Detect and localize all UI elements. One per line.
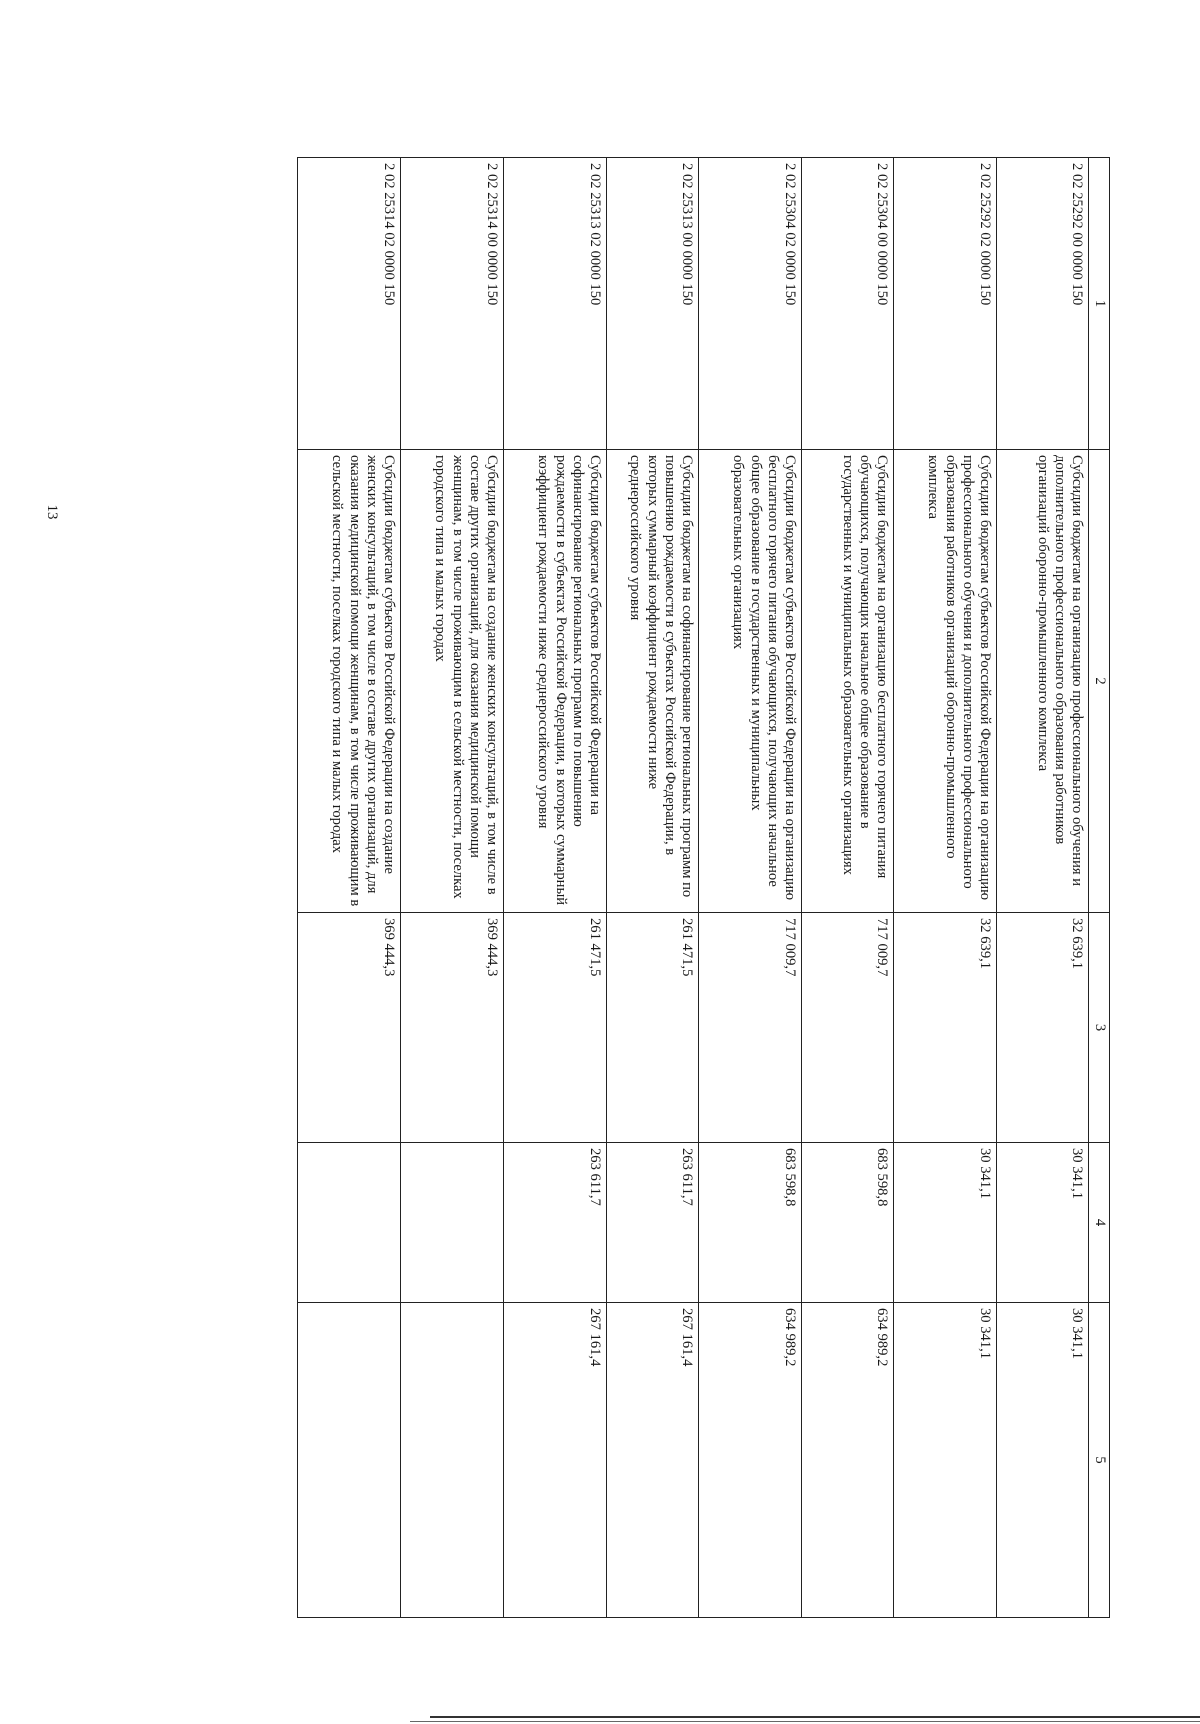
page-number: 13 — [44, 504, 61, 520]
budget-code: 2 02 25292 00 0000 150 — [997, 158, 1089, 450]
amount-col5: 634 989,2 — [699, 1303, 802, 1618]
amount-col5 — [298, 1303, 401, 1618]
budget-description: Субсидии бюджетам субъектов Российской Федерации на организацию бесплатного горячего питания обучающихся, получающих начальное общее образование в государственных и муниципальных образовательных организациях — [699, 450, 802, 913]
amount-col3: 32 639,1 — [997, 913, 1089, 1143]
budget-code: 2 02 25313 00 0000 150 — [607, 158, 699, 450]
amount-col3: 261 471,5 — [607, 913, 699, 1143]
amount-col3: 717 009,7 — [802, 913, 894, 1143]
budget-description: Субсидии бюджетам на создание женских консультаций, в том числе в составе других организаций, для оказания медицинской помощи женщинам, в том числе проживающим в сельской местности, поселках городского типа и малых городах — [401, 450, 504, 913]
scan-edge-line — [430, 1716, 1200, 1718]
table-row — [699, 158, 802, 1618]
budget-description: Субсидии бюджетам на софинансирование региональных программ по повышению рождаемости в субъектах Российской Федерации, в которых суммарный коэффициент рождаемости ниже среднероссийского уровня — [607, 450, 699, 913]
table-row — [894, 158, 997, 1618]
scan-edge-line — [410, 1721, 1200, 1722]
amount-col4 — [401, 1143, 504, 1303]
amount-col5: 634 989,2 — [802, 1303, 894, 1618]
amount-col3: 369 444,3 — [401, 913, 504, 1143]
budget-description: Субсидии бюджетам субъектов Российской Федерации на софинансирование региональных программ по повышению рождаемости в субъектах Российской Федерации, в которых суммарный коэффициент рождаемости ниже среднероссийского уровня — [504, 450, 607, 913]
amount-col4: 683 598,8 — [699, 1143, 802, 1303]
amount-col5: 267 161,4 — [504, 1303, 607, 1618]
table-row — [401, 158, 504, 1618]
budget-code: 2 02 25292 02 0000 150 — [894, 158, 997, 450]
budget-table — [297, 157, 1110, 1618]
table-row — [298, 158, 401, 1618]
column-header-2: 2 — [1089, 450, 1110, 913]
budget-code: 2 02 25314 02 0000 150 — [298, 158, 401, 450]
column-header-4: 4 — [1089, 1143, 1110, 1303]
amount-col3: 369 444,3 — [298, 913, 401, 1143]
amount-col4 — [298, 1143, 401, 1303]
amount-col4: 30 341,1 — [997, 1143, 1089, 1303]
budget-code: 2 02 25304 00 0000 150 — [802, 158, 894, 450]
column-header-1: 1 — [1089, 158, 1110, 450]
table-row — [504, 158, 607, 1618]
column-header-3: 3 — [1089, 913, 1110, 1143]
budget-code: 2 02 25313 02 0000 150 — [504, 158, 607, 450]
budget-code: 2 02 25304 02 0000 150 — [699, 158, 802, 450]
amount-col4: 263 611,7 — [607, 1143, 699, 1303]
amount-col5: 30 341,1 — [997, 1303, 1089, 1618]
budget-description: Субсидии бюджетам на организацию бесплатного горячего питания обучающихся, получающих начальное общее образование в государственных и муниципальных образовательных организациях — [802, 450, 894, 913]
amount-col3: 261 471,5 — [504, 913, 607, 1143]
budget-table-container — [170, 157, 1110, 1617]
amount-col5: 267 161,4 — [607, 1303, 699, 1618]
amount-col4: 683 598,8 — [802, 1143, 894, 1303]
amount-col5 — [401, 1303, 504, 1618]
budget-code: 2 02 25314 00 0000 150 — [401, 158, 504, 450]
amount-col4: 263 611,7 — [504, 1143, 607, 1303]
amount-col5: 30 341,1 — [894, 1303, 997, 1618]
amount-col3: 717 009,7 — [699, 913, 802, 1143]
table-header-row — [1089, 158, 1110, 1618]
amount-col4: 30 341,1 — [894, 1143, 997, 1303]
column-header-5: 5 — [1089, 1303, 1110, 1618]
budget-description: Субсидии бюджетам на организацию профессионального обучения и дополнительного профессионального образования работников организаций оборонно-промышленного комплекса — [997, 450, 1089, 913]
budget-description: Субсидии бюджетам субъектов Российской Федерации на организацию профессионального обучения и дополнительного профессионального образования работников организаций оборонно-промышленного комплекса — [894, 450, 997, 913]
amount-col3: 32 639,1 — [894, 913, 997, 1143]
budget-description: Субсидии бюджетам субъектов Российской Федерации на создание женских консультаций, в том числе в составе других организаций, для оказания медицинской помощи женщинам, в том числе проживающим в сельской местности, поселках городского типа и малых городах — [298, 450, 401, 913]
table-row — [997, 158, 1089, 1618]
table-row — [802, 158, 894, 1618]
table-row — [607, 158, 699, 1618]
